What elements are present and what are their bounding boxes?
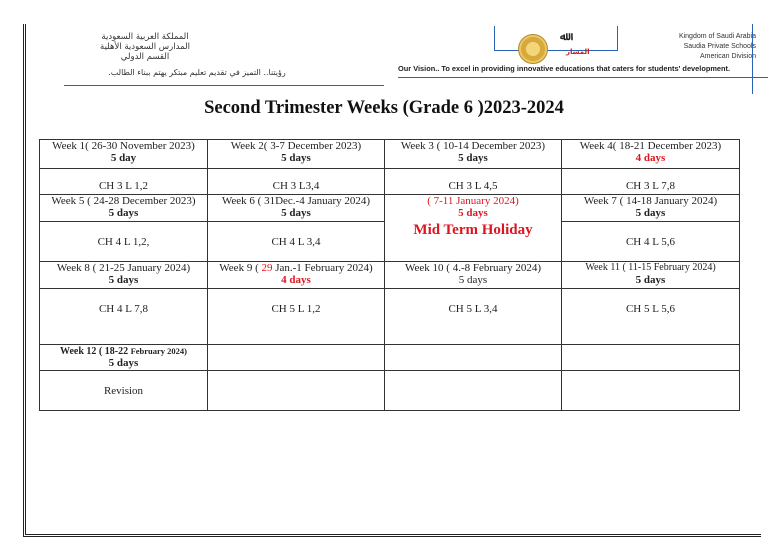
- week-10-lesson: CH 5 L 3,4: [385, 289, 562, 345]
- week-label: Week 3 ( 10-14 December 2023): [400, 140, 546, 152]
- week-label: Week 8 ( 21-25 January 2024): [56, 262, 191, 274]
- week-2-header: [208, 140, 385, 169]
- week-days: 5 days: [458, 274, 488, 286]
- header-rule-right: [398, 77, 768, 78]
- week-label: [40, 346, 207, 357]
- week-days: 5 days: [108, 207, 139, 219]
- table-row: [40, 289, 740, 345]
- week-9-header: [208, 262, 385, 289]
- week-label: Week 7 ( 14-18 January 2024): [583, 195, 718, 207]
- week-label-small: February 2024): [130, 346, 187, 356]
- school-seal-icon: [518, 34, 548, 64]
- week-7-header: [562, 195, 740, 222]
- trimester-weeks-table: [39, 139, 740, 411]
- week-4-header: [562, 140, 740, 169]
- week-8-lesson: CH 4 L 7,8: [40, 289, 208, 345]
- week-11-header: [562, 262, 740, 289]
- week-days: 5 days: [108, 357, 139, 369]
- logo-frame: [494, 26, 618, 51]
- table-row: [40, 371, 740, 411]
- arabic-school-header: [70, 32, 220, 62]
- week-days: 5 days: [108, 274, 139, 286]
- empty-cell: [385, 345, 562, 371]
- week-label-main: Week 12 ( 18-22: [60, 346, 131, 357]
- week-days: 5 days: [458, 152, 488, 164]
- arabic-line-3: القسم الدولي: [120, 52, 170, 62]
- week-4-lesson: CH 3 L 7,8: [562, 169, 740, 195]
- week-1-lesson: CH 3 L 1,2: [40, 169, 208, 195]
- table-row: [40, 195, 740, 222]
- arabic-vision: رؤيتنا.. التميز في تقديم تعليم مبتكر يهتم ببناء الطالب.: [108, 68, 286, 77]
- week-10-header: [385, 262, 562, 289]
- week-5-header: [40, 195, 208, 222]
- week-label: Week 10 ( 4.-8 February 2024): [405, 262, 541, 274]
- empty-cell: [562, 345, 740, 371]
- logo-red-text: المسار: [566, 48, 590, 56]
- week-days: 5 days: [635, 274, 666, 286]
- week-5-lesson: CH 4 L 1,2,: [40, 222, 208, 262]
- empty-cell: [385, 371, 562, 411]
- week-days: 4 days: [281, 274, 311, 286]
- week-label-highlight: 29: [261, 262, 273, 274]
- week-6-header: [208, 195, 385, 222]
- mid-term-holiday-cell: [385, 195, 562, 262]
- english-line-2: Saudia Private Schools: [683, 43, 756, 50]
- week-9-lesson: CH 5 L 1,2: [208, 289, 385, 345]
- week-2-lesson: CH 3 L3,4: [208, 169, 385, 195]
- english-vision: Our Vision.. To excel in providing innovative educations that caters for students' development.: [398, 64, 731, 73]
- week-3-lesson: CH 3 L 4,5: [385, 169, 562, 195]
- table-row: [40, 262, 740, 289]
- empty-cell: [208, 371, 385, 411]
- table-row: [40, 345, 740, 371]
- week-label: Week 11 ( 11-15 February 2024): [585, 262, 716, 273]
- week-days: 5 days: [635, 207, 666, 219]
- header-rule-left: [64, 85, 384, 86]
- table-row: [40, 140, 740, 169]
- week-label: Week 4( 18-21 December 2023): [579, 140, 722, 152]
- mid-term-holiday-label: Mid Term Holiday: [413, 222, 533, 238]
- empty-cell: [208, 345, 385, 371]
- week-days: 4 days: [635, 152, 666, 164]
- logo-script: ﷲ: [560, 30, 567, 43]
- english-line-1: Kingdom of Saudi Arabia: [678, 33, 756, 40]
- page-title: Second Trimester Weeks (Grade 6 )2023-2024: [204, 98, 564, 118]
- week-label: Week 5 ( 24-28 December 2023): [51, 195, 196, 207]
- week-1-header: [40, 140, 208, 169]
- empty-cell: [562, 371, 740, 411]
- holiday-dates: ( 7-11 January 2024): [427, 195, 519, 207]
- week-12-lesson: Revision: [40, 371, 208, 411]
- english-school-header: [606, 32, 756, 62]
- english-line-3: American Division: [699, 53, 756, 60]
- week-7-lesson: CH 4 L 5,6: [562, 222, 740, 262]
- week-label: Week 6 ( 31Dec.-4 January 2024): [221, 195, 371, 207]
- holiday-days: 5 days: [458, 207, 488, 219]
- week-label: Week 1( 26-30 November 2023): [52, 140, 195, 152]
- arabic-line-1: المملكة العربية السعودية: [101, 32, 189, 42]
- week-11-lesson: CH 5 L 5,6: [562, 289, 740, 345]
- week-label: [208, 262, 384, 274]
- week-days: 5 days: [281, 152, 311, 164]
- week-label-suffix: Jan.-1 February 2024): [272, 262, 373, 274]
- week-3-header: [385, 140, 562, 169]
- arabic-line-2: المدارس السعودية الأهلية: [100, 42, 190, 52]
- week-label-prefix: Week 9 (: [219, 262, 262, 274]
- table-row: [40, 169, 740, 195]
- week-days: 5 day: [110, 152, 137, 164]
- week-label: Week 2( 3-7 December 2023): [230, 140, 362, 152]
- week-8-header: [40, 262, 208, 289]
- header-rule-vertical: [752, 24, 753, 94]
- week-12-header: [40, 345, 208, 371]
- week-days: 5 days: [281, 207, 311, 219]
- week-6-lesson: CH 4 L 3,4: [208, 222, 385, 262]
